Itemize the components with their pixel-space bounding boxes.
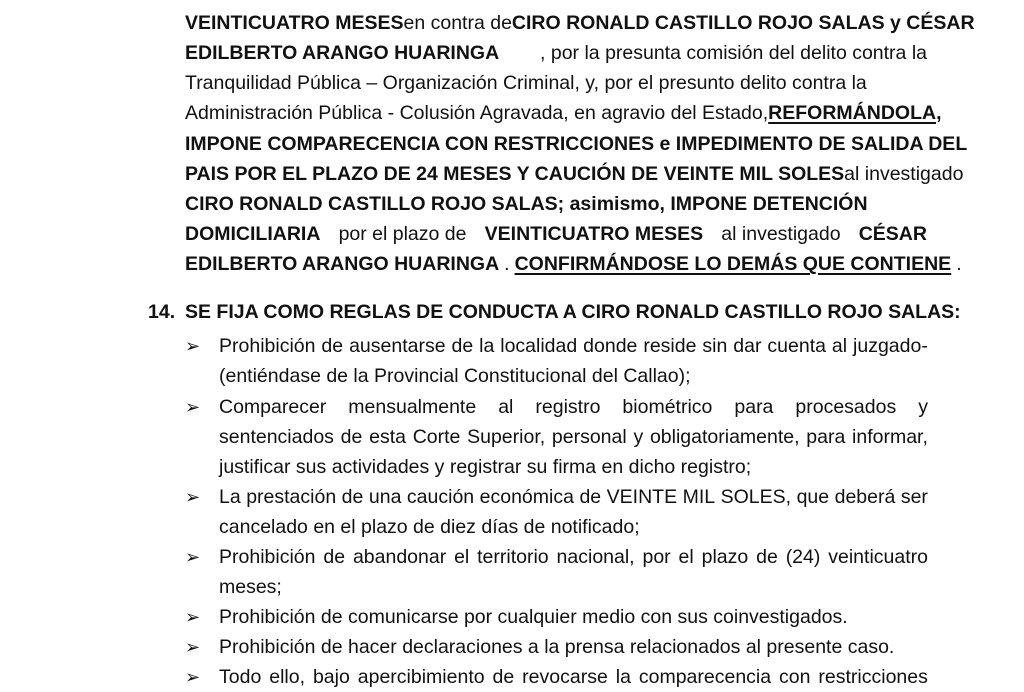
text-segment: EDILBERTO ARANGO HUARINGA <box>185 42 500 64</box>
rule-line: sentenciados de esta Corte Superior, personal y obligatoriamente, para informar, <box>219 426 928 448</box>
rule-line: cancelado en el plazo de diez días de notificado; <box>219 516 640 538</box>
bullet-arrow-icon: ➢ <box>185 607 201 627</box>
paragraph-line <box>185 159 964 189</box>
section-title: SE FIJA COMO REGLAS DE CONDUCTA A CIRO RONALD CASTILLO ROJO SALAS: <box>185 301 961 323</box>
text-segment: , <box>936 102 942 124</box>
rule-line: Todo ello, bajo apercibimiento de revocarse la comparecencia con restricciones <box>219 666 928 688</box>
text-segment: CIRO RONALD CASTILLO ROJO SALAS y CÉSAR <box>511 12 975 34</box>
rule-line: (entiéndase de la Provincial Constitucional del Callao); <box>219 365 691 387</box>
paragraph-line <box>185 38 927 68</box>
text-segment: EDILBERTO ARANGO HUARINGA <box>185 253 500 275</box>
paragraph-line <box>185 219 927 249</box>
text-segment: CIRO RONALD CASTILLO ROJO SALAS; asimismo, IMPONE DETENCIÓN <box>185 193 868 215</box>
text-segment: por el plazo de <box>338 223 467 245</box>
text-segment: al investigado <box>721 223 841 245</box>
text-segment: DOMICILIARIA <box>185 223 321 245</box>
paragraph-line <box>185 68 927 98</box>
section-heading <box>148 297 961 327</box>
text-segment: REFORMÁNDOLA <box>768 102 937 124</box>
section-number: 14. <box>148 301 176 323</box>
rule-line: Comparecer mensualmente al registro biométrico para procesados y <box>219 396 928 418</box>
text-segment: . <box>956 253 962 275</box>
paragraph-line <box>185 98 942 128</box>
text-segment: CÉSAR <box>858 223 927 245</box>
text-segment: VEINTICUATRO MESES <box>484 223 704 245</box>
bullet-arrow-icon: ➢ <box>185 547 201 567</box>
text-segment: en contra de <box>403 12 512 34</box>
rule-line: Prohibición de ausentarse de la localidad donde reside sin dar cuenta al juzgado- <box>219 335 928 357</box>
paragraph-line <box>185 189 927 219</box>
text-segment: , por la presunta comisión del delito contra la <box>540 42 927 64</box>
paragraph-line <box>185 249 962 279</box>
rule-line: Prohibición de hacer declaraciones a la prensa relacionados al presente caso. <box>219 636 895 658</box>
text-segment: . <box>504 253 510 275</box>
text-segment: PAIS POR EL PLAZO DE 24 MESES Y CAUCIÓN DE VEINTE MIL SOLES <box>185 163 845 185</box>
bullet-arrow-icon: ➢ <box>185 637 201 657</box>
bullet-arrow-icon: ➢ <box>185 336 201 356</box>
paragraph-line <box>185 8 975 38</box>
text-segment: IMPONE COMPARECENCIA CON RESTRICCIONES e IMPEDIMENTO DE SALIDA DEL <box>185 133 968 155</box>
bullet-arrow-icon: ➢ <box>185 487 201 507</box>
text-segment: CONFIRMÁNDOSE LO DEMÁS QUE CONTIENE <box>514 253 952 275</box>
rule-line: Prohibición de abandonar el territorio nacional, por el plazo de (24) veinticuatro <box>219 546 928 568</box>
text-segment: al investigado <box>844 163 964 185</box>
text-segment: VEINTICUATRO MESES <box>185 12 404 34</box>
bullet-arrow-icon: ➢ <box>185 397 201 417</box>
text-segment: Administración Pública - Colusión Agravada, en agravio del Estado, <box>185 102 769 124</box>
paragraph-line <box>185 129 968 159</box>
rule-line: La prestación de una caución económica de VEINTE MIL SOLES, que deberá ser <box>219 486 928 508</box>
rule-line: meses; <box>219 576 282 598</box>
rule-line: Prohibición de comunicarse por cualquier medio con sus coinvestigados. <box>219 606 848 628</box>
bullet-arrow-icon: ➢ <box>185 667 201 687</box>
text-segment: Tranquilidad Pública – Organización Criminal, y, por el presunto delito contra la <box>185 72 867 94</box>
rule-line: justificar sus actividades y registrar su firma en dicho registro; <box>219 456 752 478</box>
